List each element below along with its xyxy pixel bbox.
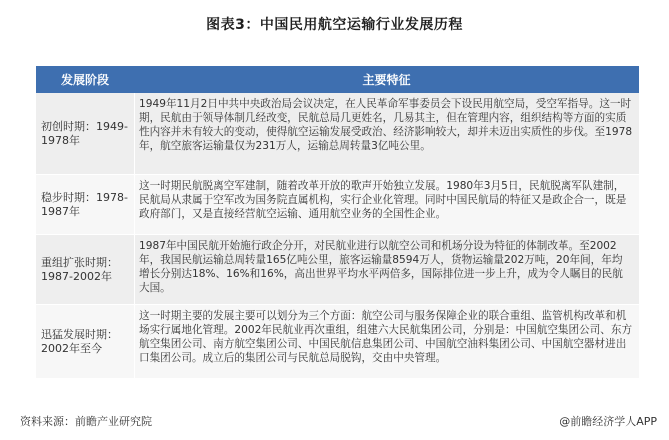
stage-cell: 稳步时期：1978-1987年 (41, 190, 128, 218)
header-stage: 发展阶段 (60, 73, 109, 87)
brand-credit (559, 413, 657, 429)
brand-text: @前瞻经济学人APP (559, 415, 657, 428)
header-feature: 主要特征 (362, 73, 411, 87)
feature-cell: 这一时期民航脱离空军建制，随着改革开放的歌声开始独立发展。1980年3月5日，民航脱离军队建制，民航局从隶属于空军改为国务院直属机构，实行企业化管理。同时中国民航局的特征又是政企合一，既是政府部门，又是直接经营航空运输、通用航空业务的全国性企业。 (134, 175, 639, 234)
history-table (36, 66, 639, 379)
table-row (36, 305, 639, 379)
table-row (36, 175, 639, 235)
feature-cell: 这一时期主要的发展主要可以划分为三个方面：航空公司与服务保障企业的联合重组、监管机构改革和机场实行属地化管理。2002年民航业再次重组，组建六大民航集团公司，分别是：中国航空集团公司、东方航空集团公司、南方航空集团公司、中国民航信息集团公司、中国航空油料集团公司、中国航空器材进出口集团公司。成立后的集团公司与民航总局脱钩，交由中央管理。 (134, 305, 639, 378)
table-row (36, 235, 639, 305)
stage-cell: 初创时期：1949-1978年 (41, 119, 128, 147)
chart-title: 图表3：中国民用航空运输行业发展历程 (206, 17, 463, 33)
feature-cell: 1987年中国民航开始施行政企分开，对民航业进行以航空公司和机场分设为特征的体制改革。至2002年，我国民航运输总周转量165亿吨公里，旅客运输量8594万人，货物运输量202万吨，20年间，年均增长分别达18%、16%和16%，高出世界平均水平两倍多，国际排位进一步上升，成为令人瞩目的民航大国。 (134, 235, 639, 304)
feature-cell: 1949年11月2日中共中央政治局会议决定，在人民革命军事委员会下设民用航空局，受空军指导。这一时期，民航由于领导体制几经改变，民航总局几更姓名，几易其主，但在管理内容，组织结构等方面的实质性内容并未有较大的变动，使得航空运输发展受政治、经济影响较大，却并未迈出实质性的步伐。至1978年，航空旅客运输量仅为231万人，运输总周转量3亿吨公里。 (134, 93, 639, 174)
source-note: 资料来源：前瞻产业研究院 (20, 415, 152, 428)
stage-cell: 迅猛发展时期：2002年至今 (41, 327, 118, 355)
table-row (36, 93, 639, 175)
table-header (36, 66, 639, 93)
stage-cell: 重组扩张时期：1987-2002年 (41, 255, 118, 283)
